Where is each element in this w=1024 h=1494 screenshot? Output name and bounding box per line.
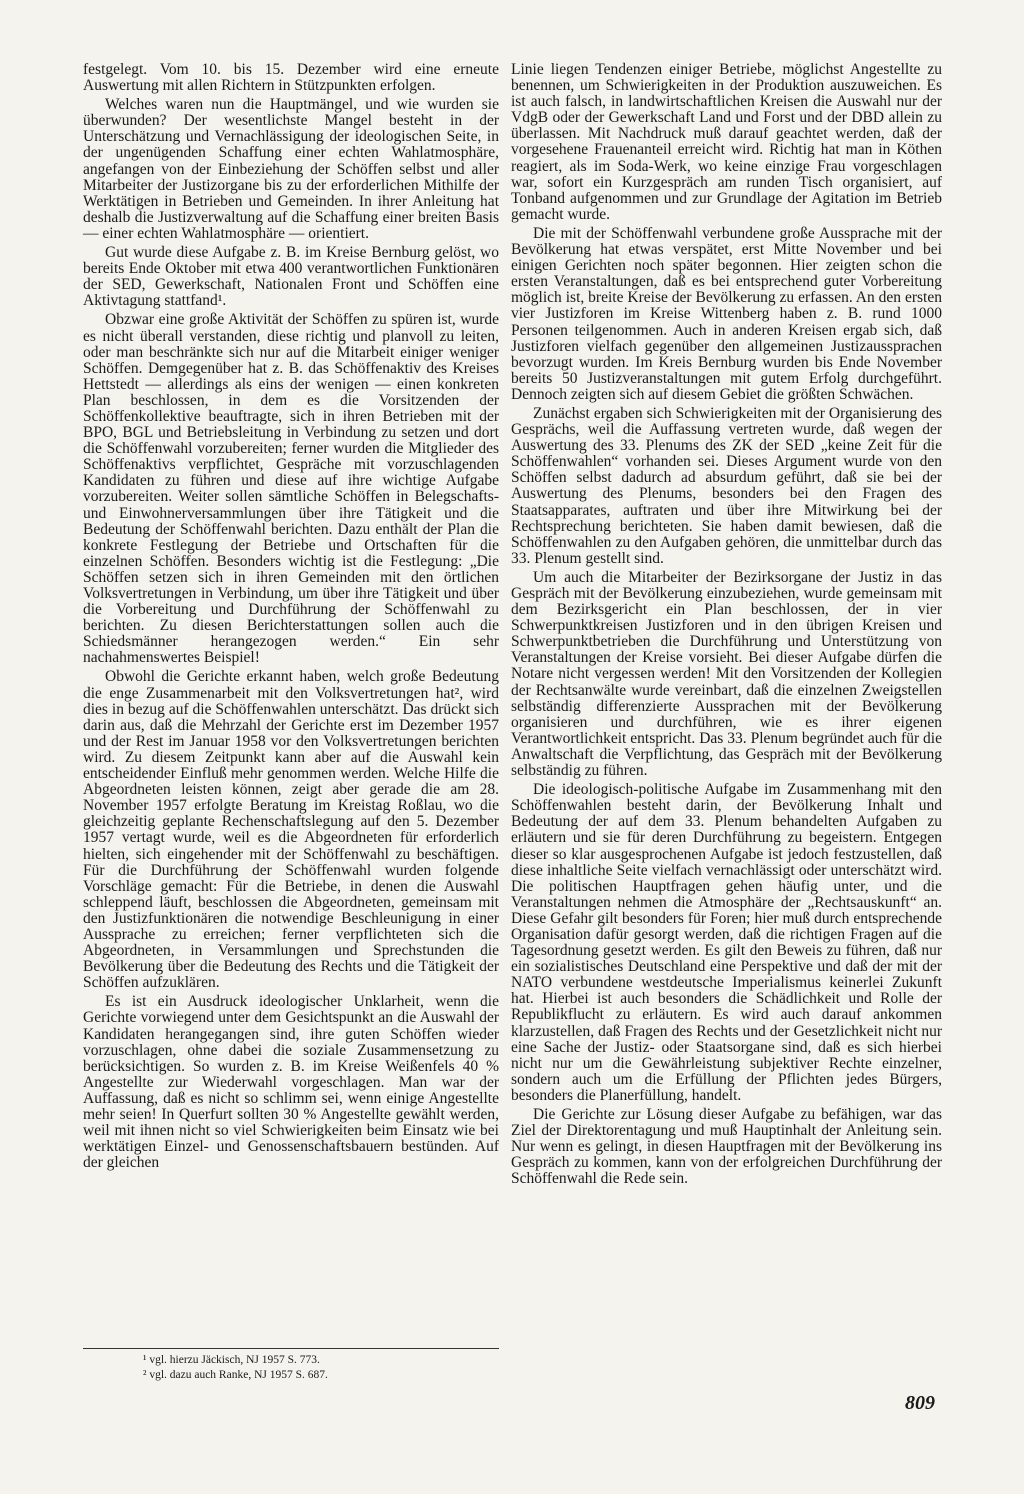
paragraph: Gut wurde diese Aufgabe z. B. im Kreise Bernburg gelöst, wo bereits Ende Oktober mit etwa 400 verantwortlichen Funktionären der SED, Gewerkschaft, Nationalen Front und Schöffen eine Aktivtagung stattfand¹.	[83, 244, 499, 310]
footnotes	[83, 1348, 499, 1383]
paragraph: Um auch die Mitarbeiter der Bezirksorgane der Justiz in das Gespräch mit der Bevölkerung einzubeziehen, wurde gemeinsam mit dem Bezirksgericht ein Plan beschlossen, der in vier Schwerpunktkreisen Justizforen und in den übrigen Kreisen und Schwerpunktbetrieben die Durchführung und Unterstützung von Veranstaltungen der Kreise vorsieht. Bei dieser Aufgabe dürfen die Notare nicht vergessen werden! Mit den Vorsitzenden der Kollegien der Rechtsanwälte wurde vereinbart, daß die einzelnen Zweigstellen selbständig differenzierte Aussprachen mit der Bevölkerung organisieren und durchführen, wie es ihrer eigenen Verantwortlichkeit entspricht. Das 33. Plenum begründet auch für die Anwaltschaft die Verpflichtung, das Gespräch mit der Bevölkerung selbständig zu führen.	[511, 568, 942, 780]
paragraph: Die Gerichte zur Lösung dieser Aufgabe zu befähigen, war das Ziel der Direktorentagung und muß Hauptinhalt der Anleitung sein. Nur wenn es gelingt, in diesen Hauptfragen mit der Bevölkerung ins Gespräch zu kommen, kann von der erfolgreichen Durchführung der Schöffenwahl die Rede sein.	[511, 1106, 942, 1188]
paragraph: Obwohl die Gerichte erkannt haben, welch große Bedeutung die enge Zusammenarbeit mit den Volksvertretungen hat², wird dies in bezug auf die Schöffenwahlen unterschätzt. Das drückt sich darin aus, daß die Mehrzahl der Gerichte erst im Dezember 1957 und der Rest im Januar 1958 vor den Volksvertretungen berichten wird. Zu diesem Zeitpunkt kann aber auf die Auswahl kein entscheidender Einfluß mehr genommen werden. Welche Hilfe die Abgeordneten leisten können, zeigt aber gerade die am 28. November 1957 erfolgte Beratung im Kreistag Roßlau, wo die gleichzeitig geplante Rechenschaftslegung auf den 5. Dezember 1957 vertagt wurde, weil es die Abgeordneten für erforderlich hielten, sich eingehender mit der Schöffenwahl zu beschäftigen. Für die Durchführung der Schöffenwahl wurden folgende Vorschläge gemacht: Für die Betriebe, in denen die Auswahl schleppend läuft, beschlossen die Abgeordneten, gemeinsam mit den Justizfunktionären die notwendige Beschleunigung in einer Aussprache zu erreichen; ferner verpflichteten sich die Abgeordneten, in Versammlungen und Sprechstunden die Bevölkerung über die Bedeutung des Rechts und die Tätigkeit der Schöffen aufzuklären.	[83, 668, 499, 992]
footnote: ¹ vgl. hierzu Jäckisch, NJ 1957 S. 773.	[143, 1354, 320, 1366]
paragraph: Zunächst ergaben sich Schwierigkeiten mit der Organisierung des Gesprächs, weil die Auffassung vertreten wurde, daß wegen der Auswertung des 33. Plenums des ZK der SED „keine Zeit für die Schöffenwahlen“ vorhanden sei. Dieses Argument wurde von den Schöffen selbst dadurch ad absurdum geführt, daß sie bei der Auswertung des Plenums, besonders bei den Fragen des Staatsapparates, auftraten und über ihre Mitwirkung bei der Rechtsprechung berichteten. Sie haben damit bewiesen, daß die Schöffenwahlen zu den Aufgaben gehören, die unmittelbar durch das 33. Plenum gestellt sind.	[511, 404, 942, 567]
paragraph: Die mit der Schöffenwahl verbundene große Aussprache mit der Bevölkerung hat etwas verspätet, erst Mitte November und bei einigen Gerichten noch später begonnen. Hier zeigten schon die ersten Veranstaltungen, daß es bei entsprechend guter Vorbereitung möglich ist, breite Kreise der Bevölkerung zu erfassen. An den ersten vier Justizforen im Kreise Wittenberg haben z. B. rund 1000 Personen teilgenommen. Auch in anderen Kreisen ergab sich, daß Justizforen vielfach gegenüber den allgemeinen Justizaussprachen bevorzugt wurden. Im Kreis Bernburg wurden bis Ende November bereits 50 Justizveranstaltungen mit gutem Erfolg durchgeführt. Dennoch zeigten sich auf diesem Gebiet die größten Schwächen.	[511, 224, 942, 403]
right-column	[511, 62, 942, 1190]
paragraph: festgelegt. Vom 10. bis 15. Dezember wird eine erneute Auswertung mit allen Richtern in Stützpunkten erfolgen.	[83, 61, 499, 95]
left-column	[83, 62, 499, 1174]
paragraph: Welches waren nun die Hauptmängel, und wie wurden sie überwunden? Der wesentlichste Mangel besteht in der Unterschätzung und Vernachlässigung der ideologischen Seite, in der ungenügenden Schaffung einer echten Wahlatmosphäre, angefangen von der Einbeziehung der Schöffen selbst und aller Mitarbeiter der Justizorgane bis zu der erforderlichen Mithilfe der Werktätigen in Betrieben und Gemeinden. In ihrer Anleitung hat deshalb die Justizverwaltung auf die Schaffung einer breiten Basis — einer echten Wahlatmosphäre — orientiert.	[83, 96, 499, 242]
paragraph: Obzwar eine große Aktivität der Schöffen zu spüren ist, wurde es nicht überall verstanden, diese richtig und planvoll zu leiten, oder man beschränkte sich nur auf die Mitarbeit einiger weniger Schöffen. Demgegenüber hat z. B. das Schöffenaktiv des Kreises Hettstedt — allerdings als eins der wenigen — einen konkreten Plan beschlossen, in dem es die Vorsitzenden der Schöffenkollektive beauftragte, sich in ihren Betrieben mit der BPO, BGL und Betriebsleitung in Verbindung zu setzen und dort die Schöffenwahl vorzubereiten; ferner wurden die Mitglieder des Schöffenaktivs verpflichtet, Gespräche mit vorzuschlagenden Kandidaten zu führen und diese auf ihre wichtige Aufgabe vorzubereiten. Weiter sollen sämtliche Schöffen in Belegschafts- und Einwohnerversammlungen über ihre Tätigkeit und die Bedeutung der Schöffenwahl berichten. Dazu enthält der Plan die konkrete Festlegung der Betriebe und Ortschaften für die einzelnen Schöffen. Besonders wichtig ist die Festlegung: „Die Schöffen setzen sich in ihren Gemeinden mit den örtlichen Volksvertretungen in Verbindung, um über ihre Tätigkeit und über die Vorbereitung und Durchführung der Schöffenwahl zu berichten. Zu diesen Berichterstattungen sollen auch die Schiedsmänner herangezogen werden.“ Ein sehr nachahmenswertes Beispiel!	[83, 311, 499, 667]
paragraph: Linie liegen Tendenzen einiger Betriebe, möglichst Angestellte zu benennen, um Schwierigkeiten in der Produktion auszuweichen. Es ist auch falsch, in landwirtschaftlichen Kreisen die Auswahl nur der VdgB oder der Gewerkschaft Land und Forst und der DBD allein zu überlassen. Mit Nachdruck muß darauf geachtet werden, daß der vorgesehene Frauenanteil erreicht wird. Richtig hat man in Köthen reagiert, als im Soda-Werk, wo keine einzige Frau vorgeschlagen war, sofort ein Kurzgespräch am runden Tisch organisiert, auf Tonband aufgenommen und zur Grundlage der Agitation im Betrieb gemacht wurde.	[511, 61, 942, 223]
paragraph: Es ist ein Ausdruck ideologischer Unklarheit, wenn die Gerichte vorwiegend unter dem Gesichtspunkt an die Auswahl der Kandidaten herangegangen sind, ihre guten Schöffen wieder vorzuschlagen, ohne dabei die soziale Zusammensetzung zu berücksichtigen. So wurden z. B. im Kreise Weißenfels 40 % Angestellte zur Wiederwahl vorgeschlagen. Man war der Auffassung, daß es nicht so schlimm sei, wenn einige Angestellte mehr seien! In Querfurt sollten 30 % Angestellte gewählt werden, weil mit ihnen nicht so viel Schwierigkeiten beim Einsatz wie bei werktätigen Einzel- und Genossenschaftsbauern bestünden. Auf der gleichen	[83, 993, 499, 1172]
paragraph: Die ideologisch-politische Aufgabe im Zusammenhang mit den Schöffenwahlen besteht darin, der Bevölkerung Inhalt und Bedeutung der auf dem 33. Plenum behandelten Aufgaben zu erläutern und sie für deren Durchführung zu begeistern. Entgegen dieser so klar ausgesprochenen Aufgabe ist jedoch festzustellen, daß diese inhaltliche Seite vielfach vernachlässigt oder unterschätzt wird. Die politischen Hauptfragen gehen häufig unter, und die Veranstaltungen nehmen die Atmosphäre der „Rechtsauskunft“ an. Diese Gefahr gilt besonders für Foren; hier muß durch entsprechende Organisation dafür gesorgt werden, daß die richtigen Fragen auf die Tagesordnung gesetzt werden. Es gilt den Beweis zu führen, daß nur ein sozialistisches Deutschland eine Perspektive und daß der mit der NATO verbundene westdeutsche Imperialismus keinerlei Zukunft hat. Hierbei ist auch besonders die Schädlichkeit und Rolle der Republikflucht zu erläutern. Es wird auch darauf ankommen klarzustellen, daß Fragen des Rechts und der Gesetzlichkeit nicht nur eine Sache der Justiz- oder Staatsorgane sind, daß es sich hierbei nicht nur um die Gewährleistung subjektiver Rechte einzelner, sondern auch um die Erfüllung der Pflichten jedes Bürgers, besonders die Planerfüllung, handelt.	[511, 781, 942, 1104]
page-number: 809	[905, 1392, 935, 1414]
footnote: ² vgl. dazu auch Ranke, NJ 1957 S. 687.	[143, 1369, 328, 1381]
